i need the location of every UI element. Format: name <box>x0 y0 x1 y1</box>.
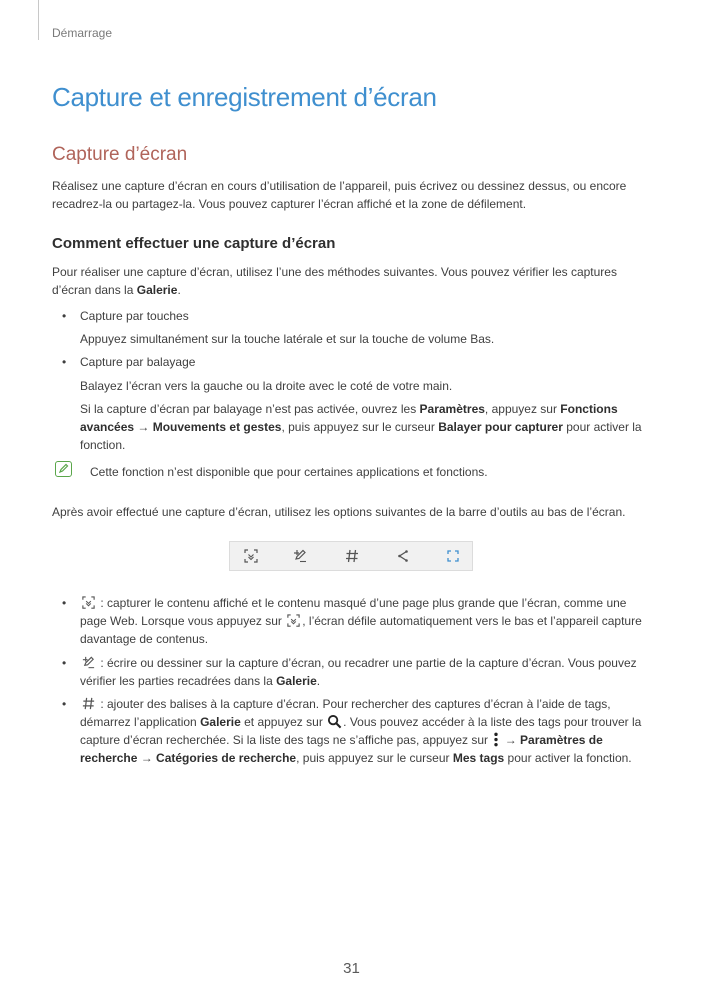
search-icon <box>327 714 342 729</box>
option-edit: : écrire ou dessiner sur la capture d’écran, ou recadrer une partie de la capture d’écran. Vous pouvez vérifier les parties recadrées dans la Galerie. <box>80 656 637 688</box>
method1-title: Capture par touches <box>80 309 189 323</box>
howto-title: Comment effectuer une capture d’écran <box>52 235 336 252</box>
howto-intro: Pour réaliser une capture d’écran, utilisez l’une des méthodes suivantes. Vous pouvez vérifier les captures d’écran dans la Galerie. <box>52 265 617 297</box>
scroll-capture-icon <box>286 613 301 628</box>
gallery-keyword: Galerie <box>136 283 178 297</box>
header-section-label: Démarrage <box>52 26 113 40</box>
share-icon[interactable] <box>395 548 411 564</box>
screenshot-toolbar <box>229 541 473 571</box>
crop-icon[interactable] <box>445 548 461 564</box>
scroll-capture-icon <box>81 595 96 610</box>
method2-note: Si la capture d’écran par balayage n’est pas activée, ouvrez les Paramètres, appuyez sur Fonctions avancées → Mouvements et gestes, puis appuyez sur le curseur Balayer pour capturer pour activer la fonction. <box>80 402 642 452</box>
after-capture-text: Après avoir effectué une capture d’écran, utilisez les options suivantes de la barre d’outils au bas de l’écran. <box>52 505 626 519</box>
section-intro: Réalisez une capture d’écran en cours d’utilisation de l’appareil, puis écrivez ou dessinez dessus, ou encore recadrez-la ou partagez-la. Vous pouvez capturer l’écran affiché et la zone de défilement. <box>52 179 627 211</box>
method2-desc: Balayez l’écran vers la gauche ou la droite avec le coté de votre main. <box>80 379 453 393</box>
bullet-dot: • <box>62 656 67 670</box>
bullet-dot: • <box>62 697 67 711</box>
method1-desc: Appuyez simultanément sur la touche latérale et sur la touche de volume Bas. <box>80 332 495 346</box>
more-options-icon <box>492 732 500 747</box>
tag-icon[interactable] <box>344 548 360 564</box>
page-title: Capture et enregistrement d’écran <box>52 82 437 112</box>
edit-icon <box>81 655 96 670</box>
section-title: Capture d’écran <box>52 144 188 165</box>
note-text: Cette fonction n’est disponible que pour certaines applications et fonctions. <box>90 465 488 479</box>
option-tags: : ajouter des balises à la capture d’écran. Pour rechercher des captures d’écran à l’aide de tags, démarrez l’application Galerie et appuyez sur . Vous pouvez accéder à la liste des tags pour trouver la capture d’écran recherchée. Si la liste des tags ne s’affiche pas, appuyez sur → Paramètres de recherche → Catégories de recherche, puis appuyez sur le curseur Mes tags pour activer la fonction. <box>80 697 642 765</box>
note-icon <box>55 461 72 477</box>
bullet-dot: • <box>62 309 67 323</box>
option-scroll-capture: : capturer le contenu affiché et le contenu masqué d’une page plus grande que l’écran, comme une page Web. Lorsque vous appuyez sur , l’écran défile automatiquement vers le bas et l’appareil capture davantage de contenus. <box>80 596 642 646</box>
page-number: 31 <box>343 960 360 977</box>
edit-icon[interactable] <box>292 548 308 564</box>
bullet-dot: • <box>62 355 67 369</box>
tag-icon <box>81 696 96 711</box>
scroll-capture-icon[interactable] <box>243 548 259 564</box>
bullet-dot: • <box>62 596 67 610</box>
method2-title: Capture par balayage <box>80 355 196 369</box>
margin-rule <box>38 0 39 40</box>
